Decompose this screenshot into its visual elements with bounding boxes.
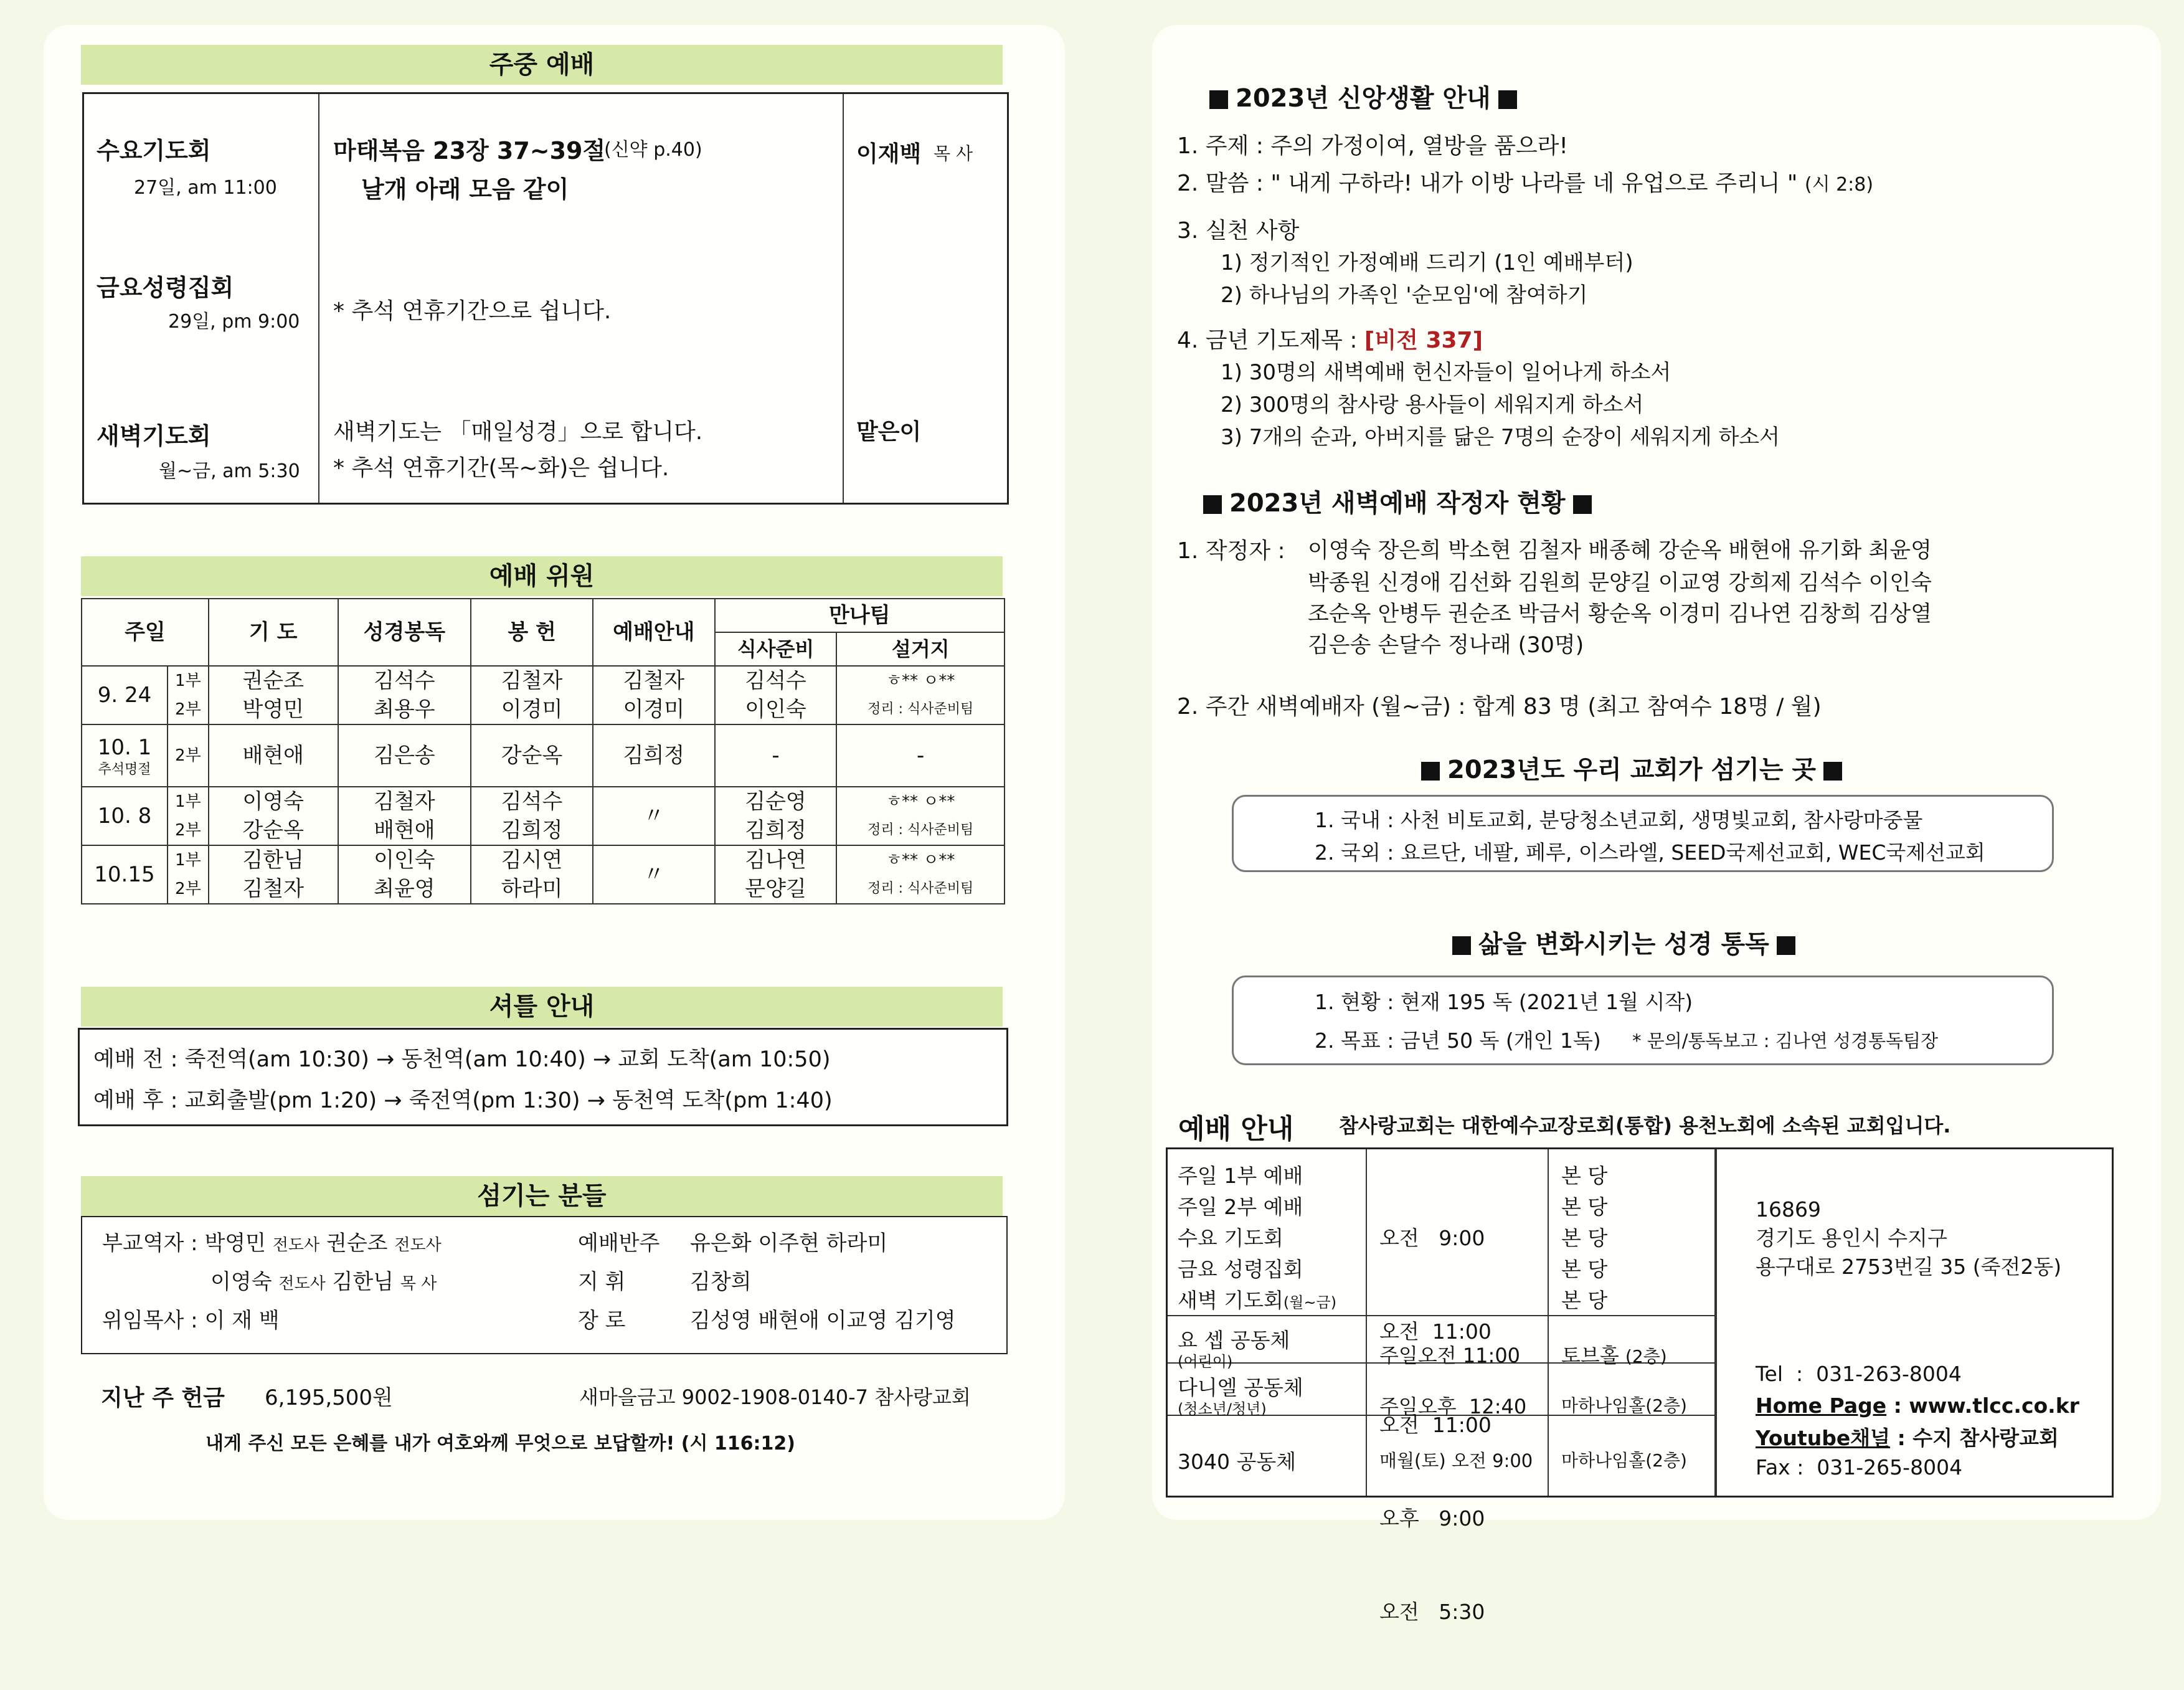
bible-now: 1. 현황 : 현재 195 독 (2021년 1월 시작) <box>1315 990 1693 1014</box>
hdr-prayer: 기 도 <box>209 599 338 666</box>
table-row: 10. 8 1부 2부 이영숙 강순옥 김철자 배현애 김석수 김희정 〃 김순영 김희정 ㅎ** ㅇ** 정리 : 식사준비팀 <box>82 787 1005 845</box>
hdr-offering: 봉 헌 <box>471 599 593 666</box>
faith-heading: 2023년 신앙생활 안내 <box>1202 78 1525 114</box>
dawn-n3: 조순옥 안병두 권순조 박금서 황순옥 이경미 김나연 김창희 김상열 <box>1308 602 1932 627</box>
dawn-n2: 박종원 신경애 김선화 김원희 문양길 이교영 강희제 김석수 이인숙 <box>1308 571 1932 596</box>
group-joseph: 요 셉 공동체 (어린이) <box>1178 1328 1290 1370</box>
shuttle-box <box>78 1028 1008 1126</box>
mission-box <box>1232 795 2054 872</box>
hdr-guide: 예배안내 <box>593 599 715 666</box>
faith-l3b: 2) 하나님의 가족인 '순모임'에 참여하기 <box>1221 283 1588 308</box>
wed-sub: 날개 아래 모음 같이 <box>361 176 569 203</box>
bible-goal: 2. 목표 : 금년 50 독 (개인 1독) <box>1315 1028 1601 1053</box>
offering-amount: 6,195,500원 <box>265 1385 393 1410</box>
weekday-worship-box <box>82 92 1009 505</box>
service-affil: 참사랑교회는 대한예수교장로회(통합) 용천노회에 소속된 교회입니다. <box>1339 1114 1951 1137</box>
dawn-speaker: 맡은이 <box>856 419 922 445</box>
hdr-reading: 성경봉독 <box>338 599 471 666</box>
hdr-dish: 설거지 <box>836 632 1005 666</box>
staff-table <box>81 598 1005 904</box>
wed-time: 27일, am 11:00 <box>134 177 277 199</box>
wed-text: 마태복음 23장 37~39절 <box>333 137 606 164</box>
church-address: 16869 경기도 용인시 수지구 용구대로 2753번길 35 (죽전2동) <box>1756 1197 2062 1279</box>
bible-box <box>1232 976 2054 1065</box>
dawn-n1: 이영숙 장은희 박소현 김철자 배종혜 강순옥 배현애 유기화 최윤영 <box>1308 538 1932 563</box>
faith-l3: 3. 실천 사항 <box>1177 218 1300 244</box>
shuttle-title: 셔틀 안내 <box>81 987 1003 1027</box>
faith-l4b: 2) 300명의 참사랑 용사들이 세워지게 하소서 <box>1221 392 1644 417</box>
faith-l4c: 3) 7개의 순과, 아버지를 닮은 7명의 순장이 세워지게 하소서 <box>1221 425 1780 450</box>
group-daniel: 다니엘 공동체 (청소년/청년) <box>1178 1375 1303 1418</box>
staff-title: 예배 위원 <box>81 556 1003 596</box>
service-title: 예배 안내 <box>1178 1113 1294 1145</box>
table-row: 9. 24 1부 2부 권순조 박영민 김석수 최용우 김철자 이경미 김철자 이경미 김석수 이인숙 ㅎ** ㅇ** 정리 : 식사준비팀 <box>82 666 1005 724</box>
mission-domestic: 1. 국내 : 사천 비토교회, 분당청소년교회, 생명빛교회, 참사랑마중물 <box>1315 808 1923 832</box>
hdr-manna: 만나팀 <box>715 599 1005 632</box>
church-links: Home Page : www.tlcc.co.kr Youtube채널 : 수지 참사랑교회 <box>1756 1393 2079 1450</box>
table-row: 10.15 1부 2부 김한님 김철자 이인숙 최윤영 김시연 하라미 〃 김나연 문양길 ㅎ** ㅇ** 정리 : 식사준비팀 <box>82 845 1005 904</box>
dawn-heading: 2023년 새벽예배 작정자 현황 <box>1196 483 1599 519</box>
servers-box: 부교역자 : 박영민 전도사 권순조 전도사 이영숙 전도사 김한님 목 사 위임목사 : 이 재 백 예배반주 유은화 이주현 하라미 지 휘 김창희 장 로 김성영 배현애 이교영 김기영 <box>81 1216 1008 1354</box>
dawn-text1: 새벽기도는 「매일성경」으로 합니다. <box>333 419 703 445</box>
servers-title: 섬기는 분들 <box>81 1176 1003 1216</box>
fri-text: * 추석 연휴기간으로 쉽니다. <box>333 298 612 324</box>
offering-verse: 내게 주신 모든 은혜를 내가 여호와께 무엇으로 보답할까! (시 116:12) <box>206 1433 795 1455</box>
service-box: 주일 1부 예배 주일 2부 예배 수요 기도회 금요 성령집회 새벽 기도회(월~금) 오전 9:00 오전 11:00 오전 11:00 오후 9:00 오전 5:30 본 당 본 당 본 당 본 당 본 당 요 셉 공동체 (어린이) 주일오전 11:00 토브홀 (2층) 다니엘 공동체 (청소년/청년) 주일오후 12:40 마하나임홀(2층) 3040 공동체 매월(토) 오전 9:00 마하나임홀(2층) 16869 경기도 용인시 수지구 용구대로 2753번길 35 (죽전2동) Tel : 031-263-8004 Fax : 031-265-8004 Home Page : www.tlcc.co.kr Youtube채널 : 수지 참사랑교회 <box>1166 1147 2114 1498</box>
shuttle-after: 예배 후 : 교회출발(pm 1:20) → 죽전역(pm 1:30) → 동천역 도착(pm 1:40) <box>93 1088 833 1113</box>
bible-heading: 삶을 변화시키는 성경 통독 <box>1445 924 1803 960</box>
group-3040: 3040 공동체 <box>1178 1450 1297 1474</box>
wed-speaker: 이재백 <box>856 141 922 167</box>
shuttle-before: 예배 전 : 죽전역(am 10:30) → 동천역(am 10:40) → 교회 도착(am 10:50) <box>93 1047 831 1072</box>
fri-time: 29일, pm 9:00 <box>168 311 300 333</box>
faith-l3a: 1) 정기적인 가정예배 드리기 (1인 예배부터) <box>1221 250 1633 275</box>
dawn-weekly: 2. 주간 새벽예배자 (월~금) : 합계 83 명 (최고 참여수 18명 / 월) <box>1177 694 1822 719</box>
faith-l2: 2. 말씀 : " 내게 구하라! 내가 이방 나라를 네 유업으로 주리니 " (시 2:8) <box>1177 171 1874 196</box>
church-phone: Tel : 031-263-8004 Fax : 031-265-8004 <box>1756 1362 1963 1479</box>
weekday-worship-title: 주중 예배 <box>81 45 1003 85</box>
dawn-n4: 김은송 손달수 정나래 (30명) <box>1308 633 1584 658</box>
fri-name: 금요성령집회 <box>97 274 234 301</box>
mission-overseas: 2. 국외 : 요르단, 네팔, 페루, 이스라엘, SEED국제선교회, WEC국제선교회 <box>1315 840 1985 865</box>
bible-contact: * 문의/통독보고 : 김나연 성경통독팀장 <box>1632 1030 1939 1052</box>
faith-l4a: 1) 30명의 새벽예배 헌신자들이 일어나게 하소서 <box>1221 360 1671 385</box>
wed-speaker-title: 목 사 <box>934 143 973 164</box>
service-times: 오전 9:00 오전 11:00 오전 11:00 오후 9:00 오전 5:30 <box>1379 1226 1491 1624</box>
faith-l4: 4. 금년 기도제목 : [비전 337] <box>1177 328 1483 353</box>
wed-name: 수요기도회 <box>97 137 211 164</box>
hdr-meal: 식사준비 <box>715 632 837 666</box>
homepage-link[interactable]: Home Page <box>1756 1393 1887 1418</box>
hdr-sunday: 주일 <box>82 599 209 666</box>
dawn-name: 새벽기도회 <box>97 422 211 450</box>
mission-heading: 2023년도 우리 교회가 섬기는 곳 <box>1414 750 1850 786</box>
youtube-link[interactable]: Youtube채널 <box>1756 1426 1891 1450</box>
dawn-label: 1. 작정자 : <box>1177 538 1285 564</box>
dawn-text2: * 추석 연휴기간(목~화)은 쉽니다. <box>333 455 669 481</box>
dawn-time: 월~금, am 5:30 <box>159 460 300 482</box>
service-names: 주일 1부 예배 주일 2부 예배 수요 기도회 금요 성령집회 새벽 기도회(월~금) <box>1178 1164 1337 1313</box>
faith-l1: 1. 주제 : 주의 가정이여, 열방을 품으라! <box>1177 133 1568 159</box>
table-row: 10. 1 추석명절 2부 배현애 김은송 강순옥 김희정 - - <box>82 724 1005 787</box>
offering-account: 새마을금고 9002-1908-0140-7 참사랑교회 <box>579 1385 971 1409</box>
wed-ref: (신약 p.40) <box>604 139 702 161</box>
service-places: 본 당 본 당 본 당 본 당 본 당 <box>1561 1164 1608 1313</box>
offering-label: 지난 주 헌금 <box>101 1385 225 1411</box>
